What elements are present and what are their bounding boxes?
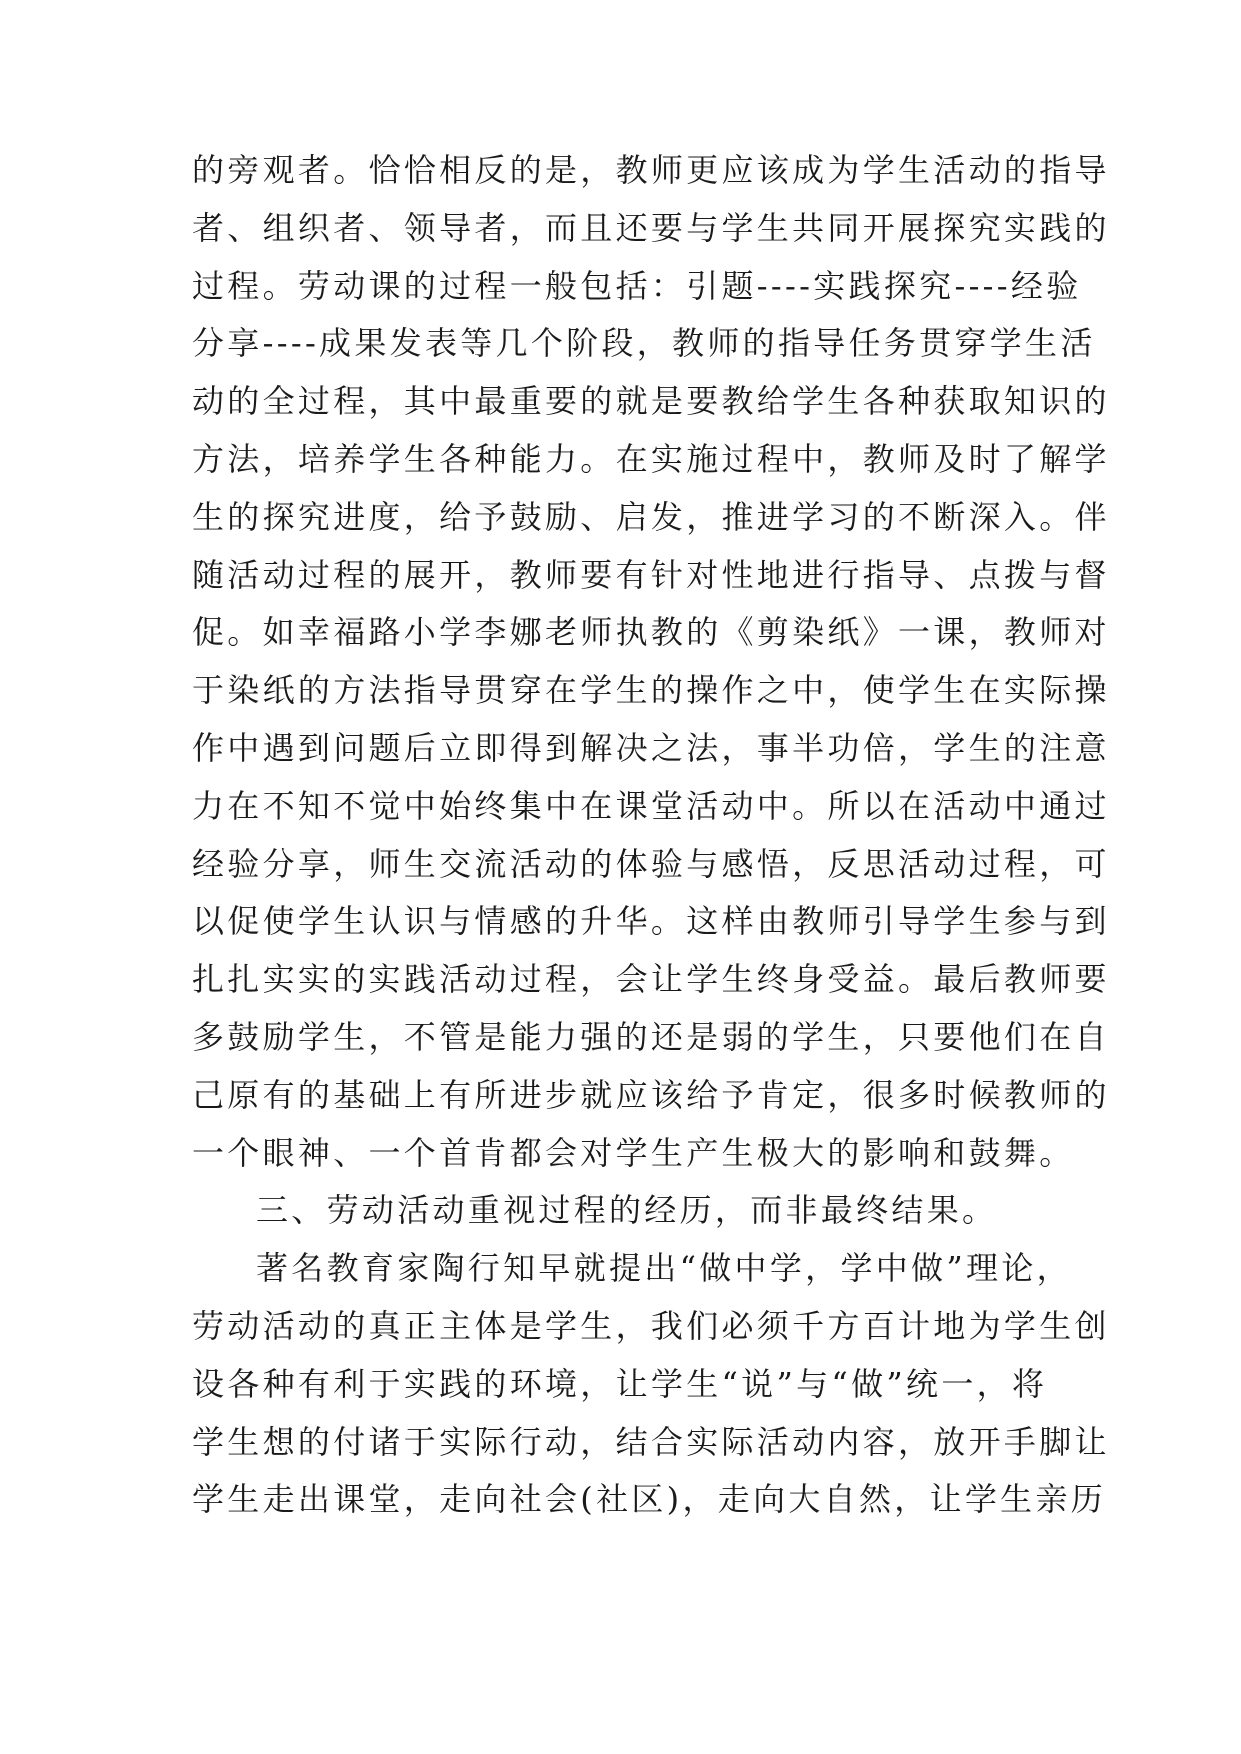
text-line-8: 随活动过程的展开，教师要有针对性地进行指导、点拨与督: [192, 555, 1110, 594]
text-line-23: 学生想的付诸于实际行动，结合实际活动内容，放开手脚让: [192, 1422, 1110, 1461]
text-line-17: 己原有的基础上有所进步就应该给予肯定，很多时候教师的: [192, 1075, 1110, 1114]
text-line-1: 的旁观者。恰恰相反的是，教师更应该成为学生活动的指导: [192, 151, 1110, 189]
text-line-11: 作中遇到问题后立即得到解决之法，事半功倍，学生的注意: [192, 728, 1110, 767]
body-text: [192, 142, 1110, 1529]
text-line-2: 者、组织者、领导者，而且还要与学生共同开展探究实践的: [192, 208, 1110, 247]
text-line-12: 力在不知不觉中始终集中在课堂活动中。所以在活动中通过: [192, 786, 1110, 825]
text-line-13: 经验分享，师生交流活动的体验与感悟，反思活动过程，可: [192, 844, 1110, 883]
text-line-21: 劳动活动的真正主体是学生，我们必须千方百计地为学生创: [192, 1306, 1110, 1345]
text-line-9: 促。如幸福路小学李娜老师执教的《剪染纸》一课，教师对: [192, 613, 1110, 652]
text-line-14: 以促使学生认识与情感的升华。这样由教师引导学生参与到: [192, 902, 1110, 941]
section-heading: 三、劳动活动重视过程的经历，而非最终结果。: [256, 1191, 998, 1230]
text-line-15: 扎扎实实的实践活动过程，会让学生终身受益。最后教师要: [192, 960, 1110, 999]
text-line-22: 设各种有利于实践的环境，让学生“说”与“做”统一，将: [192, 1364, 1048, 1403]
text-line-5: 动的全过程，其中最重要的就是要教给学生各种获取知识的: [192, 382, 1110, 421]
text-line-16: 多鼓励学生，不管是能力强的还是弱的学生，只要他们在自: [192, 1017, 1110, 1056]
text-line-6: 方法，培养学生各种能力。在实施过程中，教师及时了解学: [192, 439, 1110, 478]
text-line-7: 生的探究进度，给予鼓励、启发，推进学习的不断深入。伴: [192, 497, 1110, 536]
text-line-10: 于染纸的方法指导贯穿在学生的操作之中，使学生在实际操: [192, 671, 1110, 710]
text-line-24: 学生走出课堂，走向社会(社区)，走向大自然，让学生亲历: [192, 1480, 1107, 1519]
text-line-18: 一个眼神、一个首肯都会对学生产生极大的影响和鼓舞。: [192, 1133, 1075, 1172]
text-line-20: 著名教育家陶行知早就提出“做中学，学中做”理论，: [256, 1249, 1072, 1288]
text-line-4: 分享----成果发表等几个阶段，教师的指导任务贯穿学生活: [192, 324, 1096, 363]
text-line-3: 过程。劳动课的过程一般包括：引题----实践探究----经验: [192, 266, 1082, 305]
